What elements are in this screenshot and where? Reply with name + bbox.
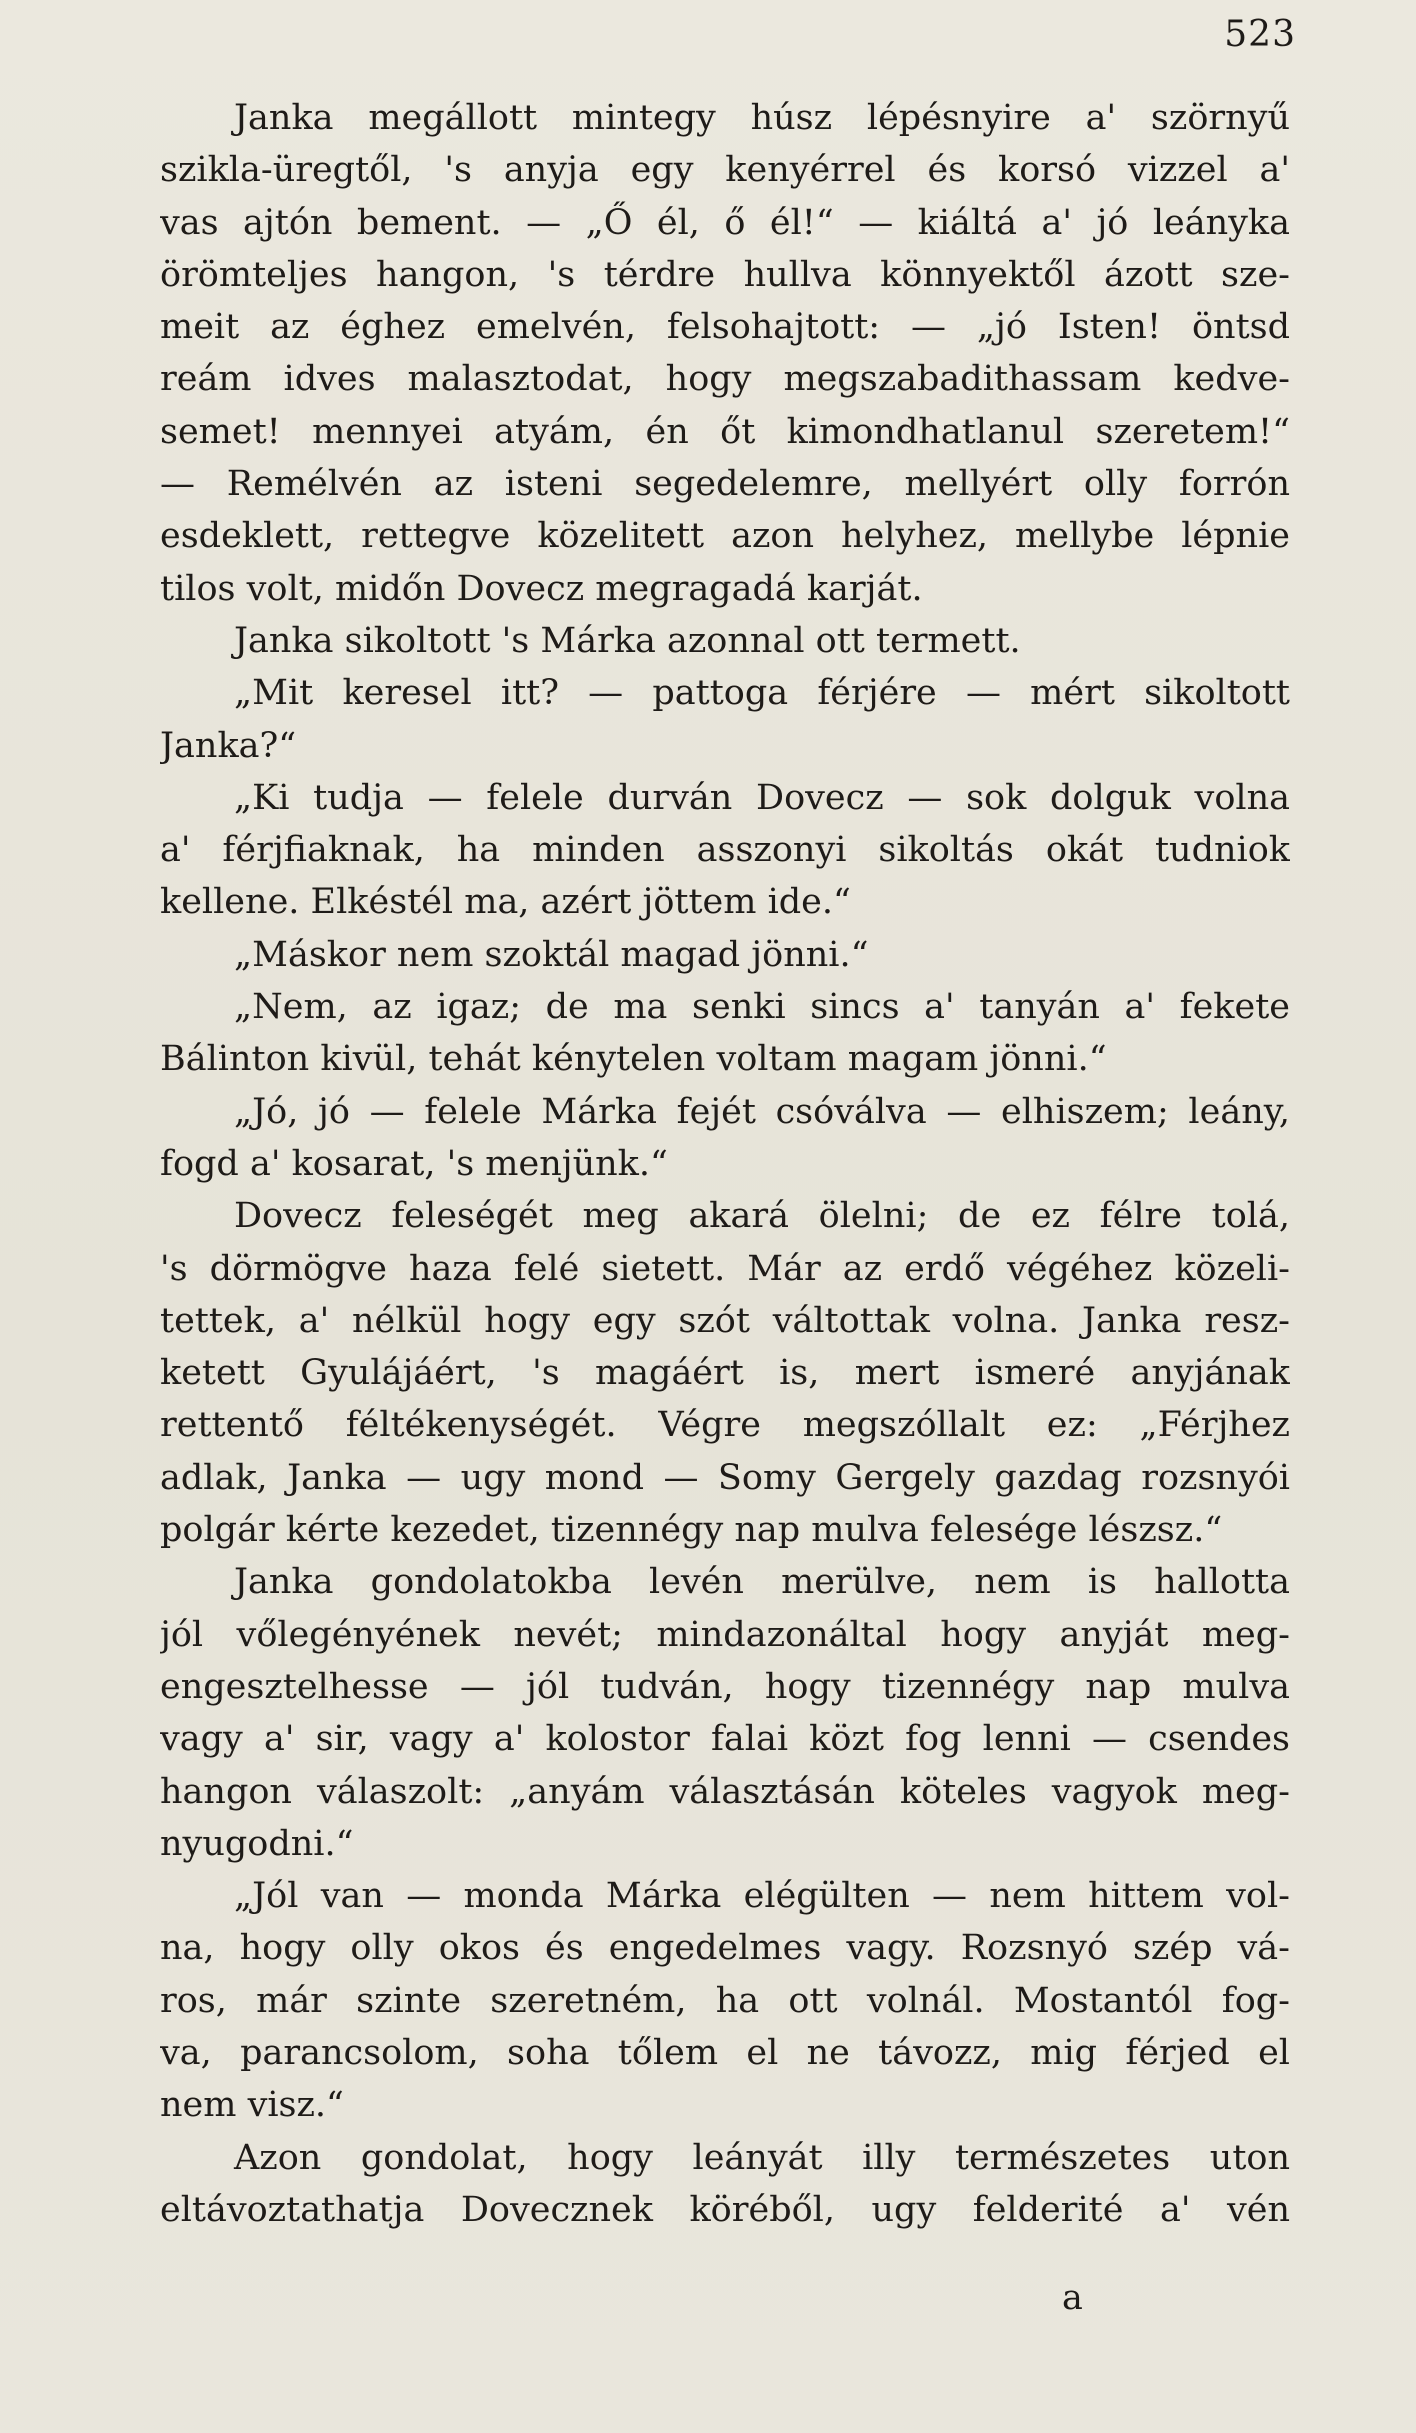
text-line: semet! mennyei atyám, én őt kimondhatlanul szeretem!“ [160,411,1290,452]
text-line: Dovecz feleségét meg akará ölelni; de ez félre tolá, [234,1196,1290,1237]
text-line: kellene. Elkéstél ma, azért jöttem ide.“ [160,882,851,923]
text-line: na, hogy olly okos és engedelmes vagy. Rozsnyó szép vá- [160,1928,1290,1969]
text-line: vagy a' sir, vagy a' kolostor falai közt fog lenni — csendes [160,1719,1290,1760]
text-line: rettentő féltékenységét. Végre megszóllalt ez: „Férjhez [160,1405,1290,1446]
text-line: fogd a' kosarat, 's menjünk.“ [160,1143,668,1184]
text-line: „Jól van — monda Márka elégülten — nem hittem vol- [234,1876,1290,1917]
text-line: ros, már szinte szeretném, ha ott volnál. Mostantól fog- [160,1980,1290,2021]
text-line: polgár kérte kezedet, tizennégy nap mulva felesége lészsz.“ [160,1510,1223,1551]
text-line: „Ki tudja — felele durván Dovecz — sok dolguk volna [234,777,1290,818]
text-line: „Máskor nem szoktál magad jönni.“ [234,934,869,975]
text-line: adlak, Janka — ugy mond — Somy Gergely gazdag rozsnyói [160,1457,1290,1498]
text-line: hangon válaszolt: „anyám választásán köteles vagyok meg- [160,1771,1290,1812]
text-line: nem visz.“ [160,2085,344,2126]
text-line: szikla-üregtől, 's anyja egy kenyérrel és korsó vizzel a' [160,150,1290,191]
catchword: a [1062,2278,1083,2318]
text-line: Janka gondolatokba levén merülve, nem is hallotta [234,1562,1290,1603]
text-line: — Remélvén az isteni segedelemre, mellyért olly forrón [160,464,1290,505]
text-line: Janka megállott mintegy húsz lépésnyire a' szörnyű [234,98,1290,138]
text-line: vas ajtón bement. — „Ő él, ő él!“ — kiáltá a' jó leányka [160,202,1290,243]
text-line: Janka sikoltott 's Márka azonnal ott termett. [234,620,1021,661]
text-line: va, parancsolom, soha tőlem el ne távozz, mig férjed el [160,2032,1290,2073]
text-line: eltávoztathatja Dovecznek köréből, ugy felderité a' vén [160,2189,1290,2230]
text-line: engesztelhesse — jól tudván, hogy tizennégy nap mulva [160,1666,1290,1707]
body-text [160,92,1290,2236]
text-line: jól vőlegényének nevét; mindazonáltal hogy anyját meg- [160,1614,1290,1655]
text-line: 's dörmögve haza felé sietett. Már az erdő végéhez közeli- [160,1248,1290,1289]
text-line: Bálinton kivül, tehát kénytelen voltam magam jönni.“ [160,1039,1107,1080]
text-line: tilos volt, midőn Dovecz megragadá karját. [160,568,923,609]
text-line: esdeklett, rettegve közelitett azon helyhez, mellybe lépnie [160,516,1290,557]
text-line: „Jó, jó — felele Márka fejét csóválva — elhiszem; leány, [234,1091,1290,1132]
text-line: „Nem, az igaz; de ma senki sincs a' tanyán a' fekete [234,987,1290,1028]
text-line: Janka?“ [160,725,297,766]
text-line: tettek, a' nélkül hogy egy szót váltottak volna. Janka resz- [160,1300,1290,1341]
text-line: Azon gondolat, hogy leányát illy természetes uton [234,2137,1290,2178]
text-line: a' férjfiaknak, ha minden asszonyi sikoltás okát tudniok [160,830,1290,871]
text-line: nyugodni.“ [160,1823,354,1864]
text-line: „Mit keresel itt? — pattoga férjére — mért sikoltott [234,673,1290,714]
page-number: 523 [1224,14,1296,55]
text-line: örömteljes hangon, 's térdre hullva könnyektől ázott sze- [160,254,1290,295]
text-line: ketett Gyulájáért, 's magáért is, mert ismeré anyjának [160,1353,1290,1394]
text-line: reám idves malasztodat, hogy megszabadithassam kedve- [160,359,1290,400]
text-line: meit az éghez emelvén, felsohajtott: — „jó Isten! öntsd [160,307,1290,348]
